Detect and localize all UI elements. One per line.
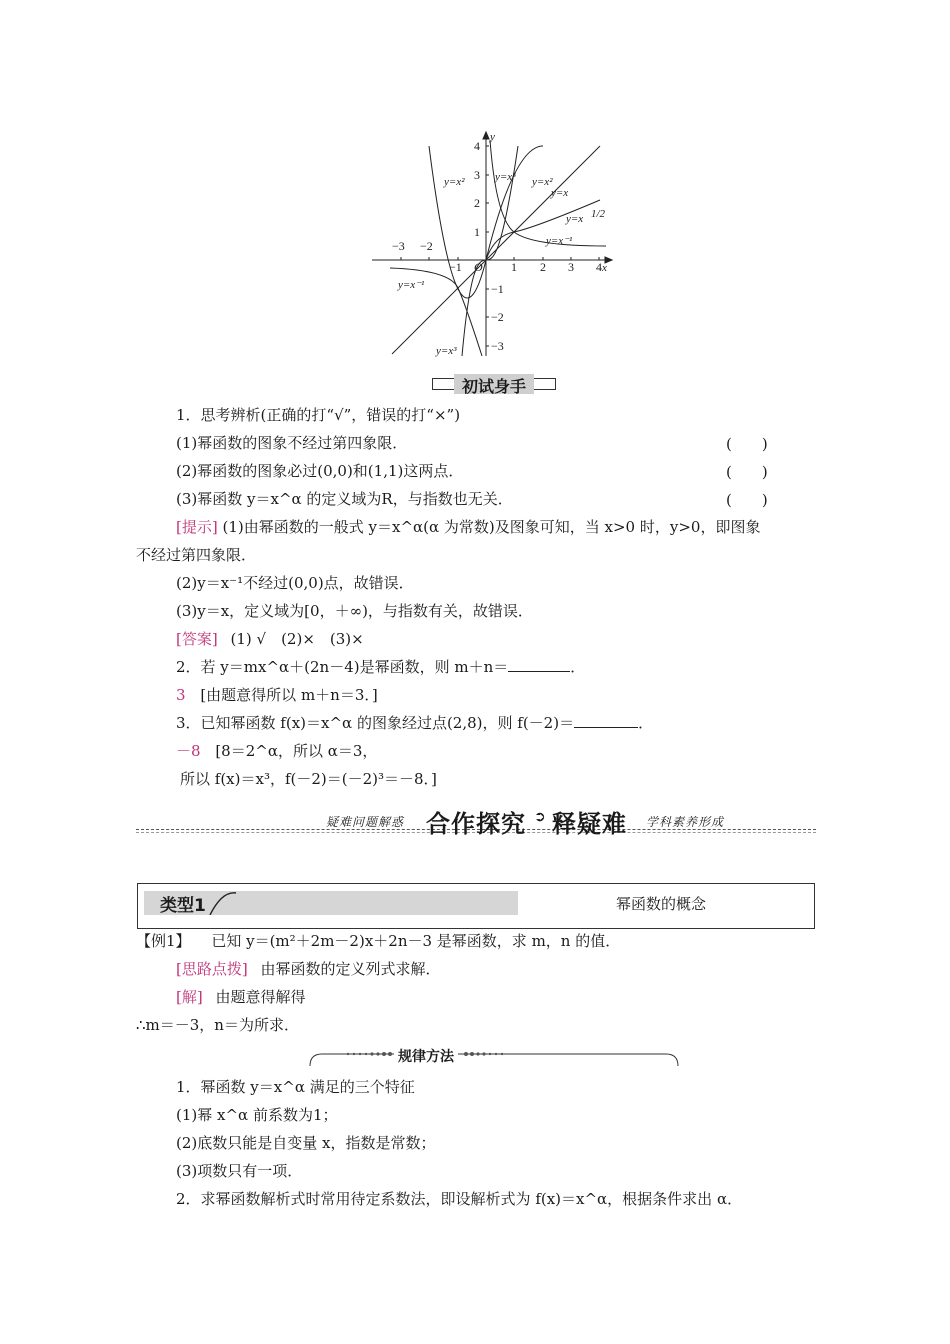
y-tick-label: 3 bbox=[474, 168, 480, 182]
curve-label-x3: y=x³ bbox=[495, 171, 516, 183]
y-tick-label: 4 bbox=[474, 139, 480, 153]
q1-answer-box-3: ( ) bbox=[726, 491, 768, 509]
banner-title-b: 释疑难 bbox=[552, 810, 627, 838]
q3-prompt-end: ． bbox=[638, 714, 654, 732]
q3-blank bbox=[574, 713, 638, 728]
type-title: 幂函数的概念 bbox=[616, 895, 707, 913]
type-box bbox=[137, 883, 815, 929]
q1-item-2: (2)幂函数的图象必过(0,0)和(1,1)这两点． bbox=[176, 462, 464, 480]
solution-text: 由题意得解得 bbox=[215, 988, 306, 1006]
curve-label-inverse-right: y=x⁻¹ bbox=[546, 235, 573, 247]
section-heading-text: 初试身手 bbox=[461, 377, 526, 396]
q3-row bbox=[176, 713, 653, 733]
section-banner bbox=[136, 805, 816, 838]
solution-row bbox=[176, 987, 306, 1007]
hint-text-1: (1)由幂函数的一般式 y＝x^α(α 为常数)及图象可知，当 x>0 时，y>0，即图象 bbox=[222, 518, 761, 536]
q3-answer-text-2: 所以 f(x)＝x³，f(－2)＝(－2)³＝－8．] bbox=[180, 770, 437, 788]
q1-answer: (1) √ (2)× (3)× bbox=[230, 630, 364, 648]
power-function-graph bbox=[370, 128, 620, 362]
q2-answer-row bbox=[176, 685, 378, 705]
y-tick-label: 2 bbox=[474, 196, 480, 210]
q2-answer-text: [由题意得所以 m＋n＝3．] bbox=[200, 686, 378, 704]
y-tick-label: −2 bbox=[491, 310, 504, 324]
solution-tag: [解] bbox=[176, 988, 203, 1006]
q3-answer-text: [8＝2^α，所以 α＝3， bbox=[215, 742, 378, 760]
section-heading-first-try bbox=[432, 374, 556, 394]
method-p5: 2．求幂函数解析式时常用待定系数法，即设解析式为 f(x)＝x^α，根据条件求出 α． bbox=[176, 1190, 743, 1208]
method-heading-frame bbox=[308, 1046, 680, 1070]
type-tab-curve bbox=[208, 891, 238, 915]
origin-label: O bbox=[474, 260, 483, 274]
q1-prompt: 1．思考辨析(正确的打“√”，错误的打“×”) bbox=[176, 406, 461, 424]
x-tick-label: 3 bbox=[568, 260, 574, 274]
x-tick-label: −3 bbox=[392, 239, 405, 253]
q1-answer-box-2: ( ) bbox=[726, 463, 768, 481]
example-tag: 【例1】 bbox=[136, 932, 191, 950]
q2-prompt: 2．若 y＝mx^α＋(2n－4)是幂函数，则 m＋n＝ bbox=[176, 658, 509, 676]
curve-label-inverse-left: y=x⁻¹ bbox=[398, 279, 425, 291]
method-heading-text: 规律方法 bbox=[394, 1046, 458, 1066]
idea-row bbox=[176, 959, 441, 979]
q1-answer-row bbox=[176, 629, 364, 649]
q2-row bbox=[176, 657, 585, 677]
q1-item-1: (1)幂函数的图象不经过第四象限． bbox=[176, 434, 408, 452]
answer-tag: [答案] bbox=[176, 630, 218, 648]
curve-label-x2: y=x² bbox=[444, 176, 465, 188]
type-label: 类型1 bbox=[160, 896, 206, 916]
hint-text-3: (3)y＝x，定义域为[0，＋∞)，与指数有关，故错误． bbox=[176, 602, 533, 620]
method-p4: (3)项数只有一项． bbox=[176, 1162, 303, 1180]
banner-left-text: 疑难问题解惑 bbox=[326, 815, 405, 829]
curve-label-x3-bottom: y=x³ bbox=[436, 345, 457, 357]
q2-answer-num: 3 bbox=[176, 686, 186, 704]
q2-blank bbox=[508, 657, 570, 672]
hint-text-2: (2)y＝x⁻¹不经过(0,0)点，故错误． bbox=[176, 574, 414, 592]
q2-prompt-end: ． bbox=[570, 658, 586, 676]
idea-text: 由幂函数的定义列式求解． bbox=[260, 960, 441, 978]
hint-tag: [提示] bbox=[176, 518, 218, 536]
q1-answer-box-1: ( ) bbox=[726, 435, 768, 453]
curve-label-sqrt: y=x bbox=[566, 213, 584, 225]
banner-arrow-icon: ➲ bbox=[534, 809, 546, 825]
y-tick-label: 1 bbox=[474, 225, 480, 239]
y-axis-label: y bbox=[490, 131, 495, 143]
x-axis-label: x bbox=[602, 262, 607, 274]
curve-label-x: y=x bbox=[551, 187, 569, 199]
banner-title-a: 合作探究 bbox=[426, 810, 526, 838]
method-p2: (1)幂 x^α 前系数为1； bbox=[176, 1106, 338, 1124]
curve-label-x2-right: y=x² bbox=[532, 176, 553, 188]
y-tick-label: −3 bbox=[491, 339, 504, 353]
curve-label-sqrt-exponent: 1/2 bbox=[591, 208, 606, 220]
x-tick-label: 1 bbox=[511, 260, 517, 274]
q3-prompt: 3．已知幂函数 f(x)＝x^α 的图象经过点(2,8)，则 f(－2)＝ bbox=[176, 714, 575, 732]
method-p1: 1．幂函数 y＝x^α 满足的三个特征 bbox=[176, 1078, 415, 1096]
x-tick-label: 4 bbox=[596, 260, 602, 274]
x-tick-label: −2 bbox=[420, 239, 433, 253]
banner-right-text: 学科素养形成 bbox=[646, 815, 725, 829]
q3-answer-row bbox=[176, 741, 377, 761]
example-1-row bbox=[136, 931, 620, 951]
q1-item-3: (3)幂函数 y＝x^α 的定义域为R，与指数也无关． bbox=[176, 490, 513, 508]
q3-answer-num: －8 bbox=[176, 742, 201, 760]
idea-tag: [思路点拨] bbox=[176, 960, 248, 978]
hint-text-1-cont: 不经过第四象限． bbox=[136, 546, 257, 564]
q1-hint-row bbox=[176, 517, 760, 537]
method-p3: (2)底数只能是自变量 x，指数是常数； bbox=[176, 1134, 436, 1152]
x-tick-label: −1 bbox=[449, 260, 462, 274]
y-tick-label: −1 bbox=[491, 282, 504, 296]
solution-conclusion: ∴m＝－3，n＝为所求． bbox=[136, 1016, 299, 1034]
example-text: 已知 y＝(m²＋2m－2)x＋2n－3 是幂函数，求 m，n 的值． bbox=[211, 932, 621, 950]
x-tick-label: 2 bbox=[540, 260, 546, 274]
method-heading bbox=[308, 1046, 680, 1070]
